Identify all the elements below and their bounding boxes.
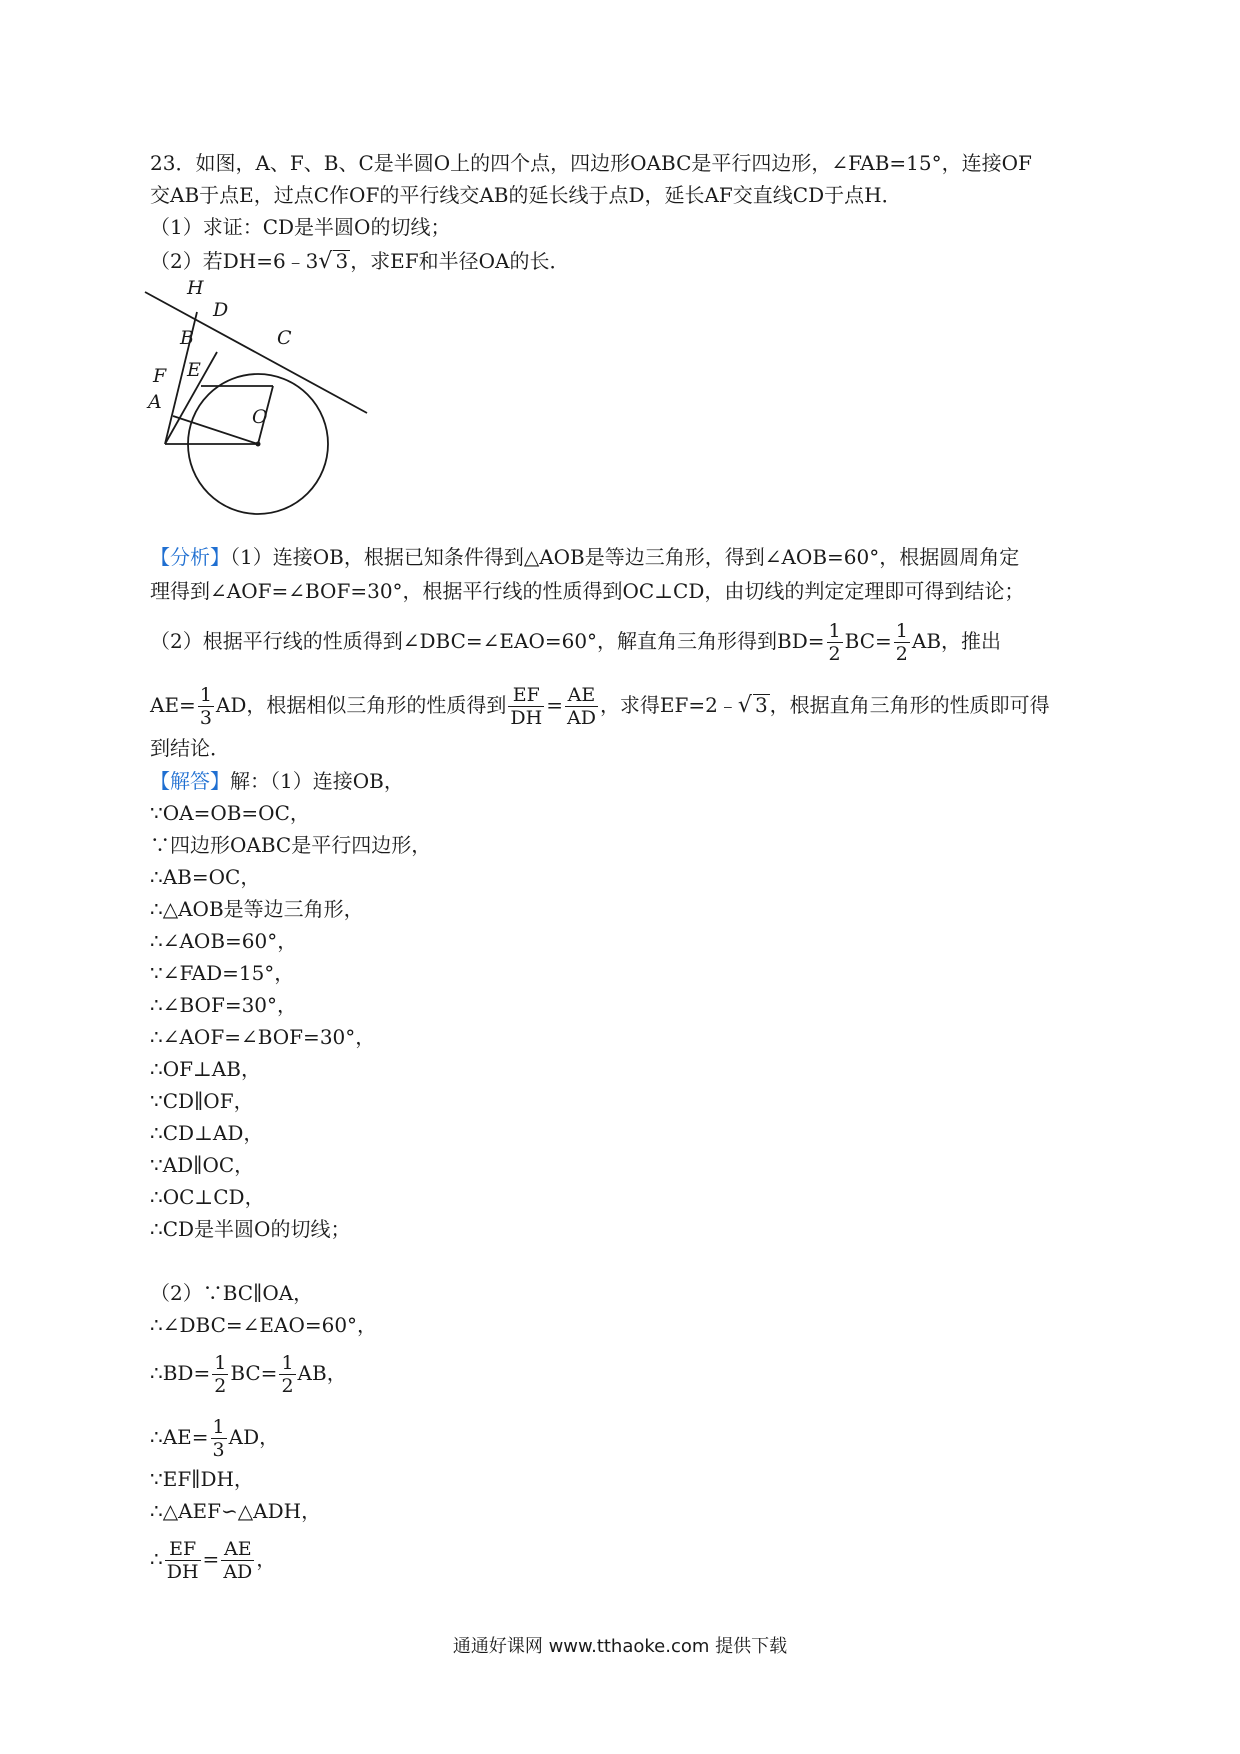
fraction-denominator: 2 bbox=[828, 643, 841, 665]
analysis-radicand: 3 bbox=[754, 693, 768, 717]
answer-step: ∵AD∥OC， bbox=[150, 1153, 255, 1177]
page-footer: 通通好课网 www.tthaoke.com 提供下载 bbox=[452, 1636, 788, 1657]
answer-part2-line-7 bbox=[150, 1538, 276, 1583]
answer-part2-line-3 bbox=[150, 1352, 347, 1397]
answer-intro-line bbox=[150, 768, 404, 794]
analysis-line-5: 到结论． bbox=[150, 736, 230, 760]
answer-step: ∴∠AOB=60°， bbox=[150, 929, 298, 953]
answer-part2-line-1: （2）∵BC∥OA， bbox=[150, 1281, 314, 1305]
answer-text-7c: ， bbox=[256, 1547, 277, 1571]
question-2-post: ，求EF和半径OA的长． bbox=[350, 249, 570, 273]
analysis-line-4: AE= $\frac{1}{3}$ AD，根据相似三角形的性质得到 $\frac{EF}{DH}$ = $\frac{AE}{AD}$ ，求得EF=2﹣√ 3 ，根据直角三角形的性质即可得 bbox=[150, 684, 1050, 729]
fraction-numerator: AE bbox=[221, 1538, 254, 1561]
label-c: C bbox=[277, 327, 292, 349]
fraction-denominator: 2 bbox=[214, 1375, 227, 1397]
fraction-denominator: AD bbox=[566, 707, 596, 729]
label-a: A bbox=[148, 391, 162, 413]
answer-step: ∴OF⊥AB， bbox=[150, 1057, 261, 1081]
analysis-tag: 【分析】 bbox=[150, 545, 230, 569]
analysis-text-4b: AD，根据相似三角形的性质得到 bbox=[215, 693, 507, 717]
fraction-numerator: 1 bbox=[214, 1352, 227, 1374]
fraction-half bbox=[279, 1352, 295, 1397]
answer-text-4a: ∴AE= bbox=[150, 1425, 209, 1449]
fraction-half bbox=[894, 620, 910, 665]
fraction-numerator: AE bbox=[565, 684, 598, 707]
fraction-ae-ad bbox=[565, 684, 598, 729]
fraction-denominator: AD bbox=[223, 1561, 253, 1583]
analysis-line-3 bbox=[150, 620, 1001, 665]
fraction-ef-dh bbox=[508, 684, 544, 729]
answer-text-3a: ∴BD= bbox=[150, 1361, 211, 1385]
fraction-numerator: EF bbox=[165, 1538, 201, 1561]
analysis-text-3a: （2）根据平行线的性质得到∠DBC=∠EAO=60°，解直角三角形得到BD= bbox=[150, 629, 825, 653]
answer-step: ∴CD⊥AD， bbox=[150, 1121, 264, 1145]
question-2: （2）若DH=6﹣3√ 3 ，求EF和半径OA的长． bbox=[150, 249, 570, 274]
problem-line-1: 23．如图，A、F、B、C是半圆O上的四个点，四边形OABC是平行四边形，∠FAB=15°，连接OF bbox=[150, 151, 1032, 175]
fraction-denominator: 2 bbox=[281, 1375, 294, 1397]
fraction-numerator: 1 bbox=[828, 620, 841, 642]
fraction-denominator: 3 bbox=[212, 1439, 225, 1461]
analysis-text-3b: BC= bbox=[844, 629, 892, 653]
fraction-denominator: 3 bbox=[199, 707, 212, 729]
fraction-half bbox=[212, 1352, 228, 1397]
fraction-denominator: 2 bbox=[895, 643, 908, 665]
fraction-third bbox=[211, 1416, 227, 1461]
analysis-text-4e: ，根据直角三角形的性质即可得 bbox=[769, 693, 1050, 717]
fraction-denominator: DH bbox=[510, 707, 543, 729]
tangent-line-hd bbox=[145, 292, 367, 413]
question-2-pre: （2）若DH=6﹣3 bbox=[150, 249, 319, 273]
center-point-o bbox=[256, 442, 261, 447]
answer-text-3b: BC= bbox=[230, 1361, 278, 1385]
answer-part2-line-4 bbox=[150, 1416, 279, 1461]
analysis-text-4a: AE= bbox=[150, 693, 196, 717]
answer-step: ∵OA=OB=OC， bbox=[150, 801, 310, 825]
answer-text-4b: AD， bbox=[228, 1425, 280, 1449]
fraction-third bbox=[198, 684, 214, 729]
label-o: O bbox=[252, 406, 268, 428]
answer-step: ∴AB=OC， bbox=[150, 865, 261, 889]
answer-part2-line-6: ∴△AEF∽△ADH， bbox=[150, 1499, 322, 1523]
answer-tag: 【解答】 bbox=[150, 769, 230, 793]
fraction-numerator: EF bbox=[508, 684, 544, 707]
answer-step: ∵∠FAD=15°， bbox=[150, 961, 295, 985]
geometry-figure bbox=[145, 277, 375, 530]
answer-text-7a: ∴ bbox=[150, 1547, 163, 1571]
fraction-numerator: 1 bbox=[199, 684, 212, 706]
analysis-line-1 bbox=[150, 544, 1019, 570]
fraction-denominator: DH bbox=[166, 1561, 199, 1583]
answer-part2-line-5: ∵EF∥DH， bbox=[150, 1467, 254, 1491]
analysis-text-4d: ，求得EF=2﹣ bbox=[599, 693, 738, 717]
label-b: B bbox=[180, 327, 194, 349]
answer-step: ∵CD∥OF， bbox=[150, 1089, 254, 1113]
label-d: D bbox=[213, 299, 229, 321]
label-f: F bbox=[153, 365, 167, 387]
answer-step: ∴CD是半圆O的切线； bbox=[150, 1217, 351, 1241]
answer-step: ∴OC⊥CD， bbox=[150, 1185, 265, 1209]
analysis-line-2: 理得到∠AOF=∠BOF=30°，根据平行线的性质得到OC⊥CD，由切线的判定定理即可得到结论； bbox=[150, 579, 1025, 603]
segment-fo bbox=[173, 416, 258, 444]
answer-part2-line-2: ∴∠DBC=∠EAO=60°， bbox=[150, 1313, 378, 1337]
label-e: E bbox=[187, 359, 201, 381]
analysis-text-1: （1）连接OB，根据已知条件得到△AOB是等边三角形，得到∠AOB=60°，根据圆周角定 bbox=[230, 545, 1020, 569]
fraction-numerator: 1 bbox=[895, 620, 908, 642]
answer-text-3c: AB， bbox=[297, 1361, 347, 1385]
fraction-numerator: 1 bbox=[281, 1352, 294, 1374]
fraction-ae-ad bbox=[221, 1538, 254, 1583]
fraction-numerator: 1 bbox=[212, 1416, 225, 1438]
equals-sign: = bbox=[546, 693, 563, 717]
fraction-ef-dh bbox=[165, 1538, 201, 1583]
answer-step: ∴△AOB是等边三角形， bbox=[150, 897, 364, 921]
answer-step: ∴∠BOF=30°， bbox=[150, 993, 298, 1017]
answer-step: ∵四边形OABC是平行四边形， bbox=[150, 833, 432, 857]
question-2-radicand: 3 bbox=[335, 249, 349, 273]
fraction-half bbox=[827, 620, 843, 665]
analysis-text-3c: AB，推出 bbox=[911, 629, 1002, 653]
question-1: （1）求证：CD是半圆O的切线； bbox=[150, 215, 451, 239]
answer-step: ∴∠AOF=∠BOF=30°， bbox=[150, 1025, 376, 1049]
label-h: H bbox=[187, 277, 204, 299]
answer-intro: 解：（1）连接OB， bbox=[230, 769, 404, 793]
problem-line-2: 交AB于点E，过点C作OF的平行线交AB的延长线于点D，延长AF交直线CD于点H． bbox=[150, 183, 902, 207]
equals-sign: = bbox=[202, 1547, 220, 1571]
